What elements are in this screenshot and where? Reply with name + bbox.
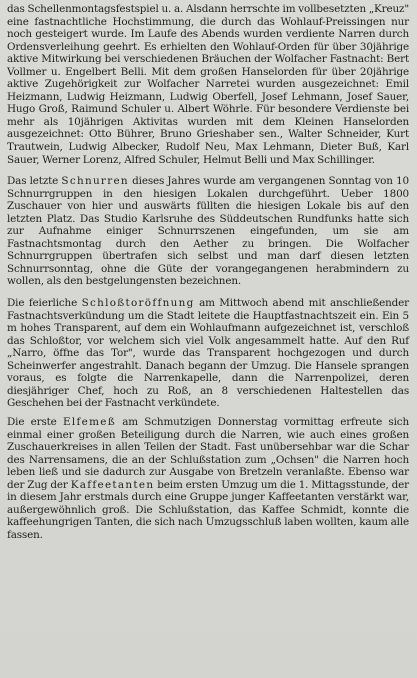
paragraph-elfemess-text-a: am Schmutzigen Donnerstag vormittag erfreute sich einmal einer großen Beteiligung durch die Narren, wie auch eines großen Zuschauerkreises in allen Teilen der Stadt. Fast unübersehbar war die Schar des Narrensamens, die an der Schlußstation zum „Ochsen" die Narren hoch leben ließ und sie dadurch zur Ausgabe von Bretzeln veranlaßte. Ebenso war der Zug der bbox=[7, 415, 409, 491]
paragraph-schlosstor bbox=[7, 297, 409, 410]
paragraph-orden bbox=[7, 3, 409, 166]
paragraph-elfemess-intro: Die erste bbox=[7, 415, 63, 428]
spaced-term-elfemess: Elfemeß bbox=[62, 415, 116, 428]
paragraph-schnurren-intro: Das letzte bbox=[7, 175, 62, 188]
spaced-term-schnurren: Schnurren bbox=[61, 175, 129, 188]
paragraph-elfemess-text-b: beim ersten Umzug um die 1. Mittagsstunde, der in diesem Jahr erstmals durch eine Gruppe junger Kaffeetanten verstärkt war, außergewöhnlich groß. Die Schlußstation, das Kaffee Schmidt, konnte die kaffeehungrigen Tanten, die sich nach Umzugsschluß laben wollten, kaum alle fassen. bbox=[7, 478, 409, 541]
spaced-term-kaffeetanten: Kaffeetanten bbox=[70, 478, 155, 491]
paragraph-schnurren bbox=[7, 175, 409, 288]
spaced-term-schlosstoroeffnung: Schloßtoröffnung bbox=[81, 297, 195, 310]
paragraph-elfemess bbox=[7, 416, 409, 541]
paragraph-orden-text: das Schellenmontagsfestspiel u. a. Alsdann herrschte im vollbesetzten „Kreuz" eine fastnachtliche Hochstimmung, die durch das Wohlauf-Preissingen nur noch gesteigert wurde. Im Laufe des Abends wurden verdiente Narren durch Ordensverleihung geehrt. Es erhielten den Wohlauf-Orden für über 30jährige aktive Mitwirkung bei verschiedenen Bräuchen der Wolfacher Fastnacht: Bert Vollmer u. Engelbert Belli. Mit dem großen Hanselorden für über 20jährige aktive Zugehörigkeit zur Wolfacher Narretei wurden ausgezeichnet: Emil Heizmann, Ludwig Heizmann, Ludwig Oberfell, Josef Lehmann, Josef Sauer, Hugo Groß, Raimund Schuler u. Albert Wöhrle. Für besondere Verdienste bei mehr als 10jährigen Aktivitas wurden mit dem Kleinen Hanselorden ausgezeichnet: Otto Bührer, Bruno Grieshaber sen., Walter Schneider, Kurt Trautwein, Ludwig Albecker, Rudolf Neu, Max Lehmann, Dieter Buß, Karl Sauer, Werner Lorenz, Alfred Schuler, Helmut Belli und Max Schillinger. bbox=[7, 3, 409, 166]
paragraph-schnurren-text: dieses Jahres wurde am vergangenen Sonntag von 10 Schnurrgruppen in den hiesigen Lokalen durchgeführt. Ueber 1800 Zuschauer von hier und auswärts füllten die hiesigen Lokale bis auf den letzten Platz. Das Studio Karlsruhe des Süddeutschen Rundfunks hatte sich zur Aufnahme einiger Schnurrszenen eingefunden, um sie am Fastnachtsmontag durch den Aether zu bringen. Die Wolfacher Schnurrgruppen übertrafen sich selbst und man darf diesen letzten Schnurrsonntag, ohne die Güte der vorangegangenen herabmindern zu wollen, als den bestgelungensten bezeichnen. bbox=[7, 175, 409, 288]
paragraph-schlosstor-intro: Die feierliche bbox=[7, 297, 82, 310]
paragraph-schlosstor-text: am Mittwoch abend mit anschließender Fastnachtsverkündung um die Stadt leitete die Hauptfastnachtszeit ein. Ein 5 m hohes Transparent, auf dem ein Wohlaufmann aufgezeichnet ist, verschloß das Schloßtor, vor welchem sich viel Volk angesammelt hatte. Auf den Ruf „Narro, öffne das Tor", wurde das Transparent hochgezogen und durch Scheinwerfer angestrahlt. Danach begann der Umzug. Die Hansele sprangen voraus, es folgte die Narrenkapelle, dann die Narrenpolizei, deren diesjähriger Chef, hoch zu Roß, an 8 verschiedenen Haltestellen das Geschehen bei der Fastnacht verkündete. bbox=[7, 297, 409, 410]
